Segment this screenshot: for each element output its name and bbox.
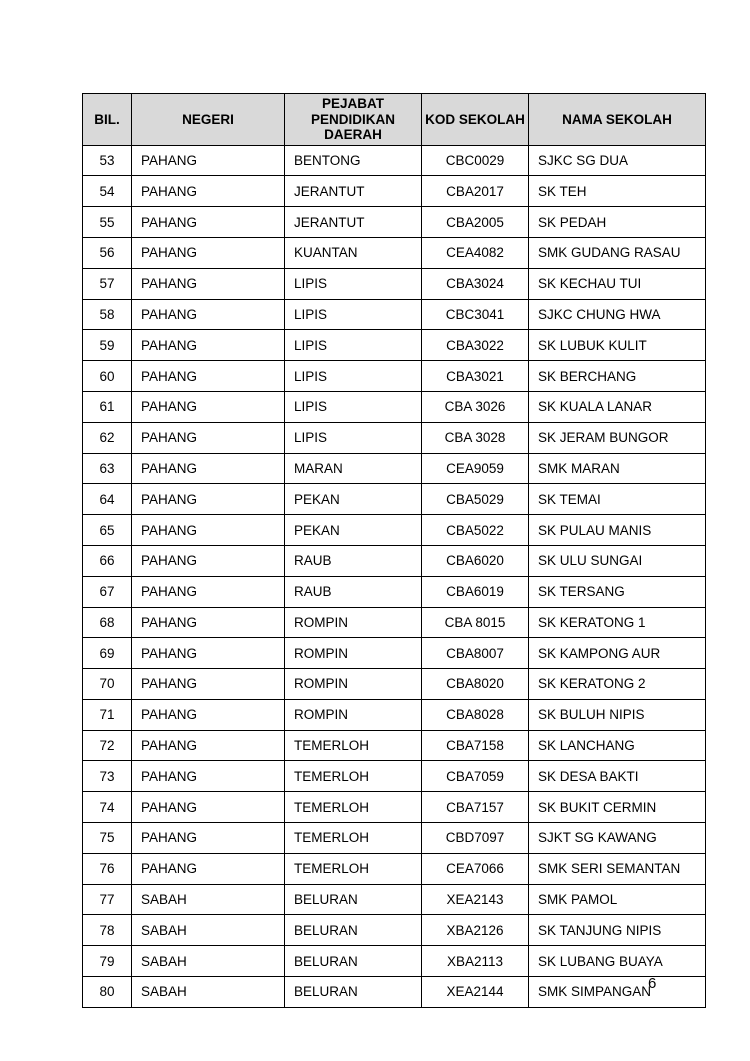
kod-sekolah-cell: CBC0029 [422, 145, 529, 176]
table-row [83, 884, 706, 915]
nama-sekolah-cell: SK KAMPONG AUR [529, 638, 706, 669]
table-row [83, 361, 706, 392]
kod-sekolah-cell: CEA7066 [422, 853, 529, 884]
nama-sekolah-cell: SJKC CHUNG HWA [529, 299, 706, 330]
nama-sekolah-cell: SK KUALA LANAR [529, 391, 706, 422]
ppd-cell: BELURAN [285, 977, 422, 1008]
negeri-cell: PAHANG [132, 484, 285, 515]
bil-cell: 76 [83, 853, 132, 884]
nama-sekolah-cell: SK PEDAH [529, 207, 706, 238]
bil-cell: 59 [83, 330, 132, 361]
ppd-cell: LIPIS [285, 391, 422, 422]
table-row [83, 638, 706, 669]
kod-sekolah-cell: CBA8007 [422, 638, 529, 669]
kod-sekolah-cell: CBA 3026 [422, 391, 529, 422]
header-row [83, 94, 706, 146]
table-row [83, 730, 706, 761]
nama-sekolah-cell: SMK PAMOL [529, 884, 706, 915]
bil-cell: 62 [83, 422, 132, 453]
negeri-cell: PAHANG [132, 145, 285, 176]
nama-sekolah-cell: SK ULU SUNGAI [529, 545, 706, 576]
bil-cell: 55 [83, 207, 132, 238]
table-row [83, 545, 706, 576]
bil-cell: 79 [83, 946, 132, 977]
nama-sekolah-cell: SK LANCHANG [529, 730, 706, 761]
table-row [83, 484, 706, 515]
nama-sekolah-cell: SJKC SG DUA [529, 145, 706, 176]
nama-sekolah-cell: SK BERCHANG [529, 361, 706, 392]
negeri-cell: PAHANG [132, 515, 285, 546]
ppd-cell: LIPIS [285, 268, 422, 299]
negeri-cell: PAHANG [132, 607, 285, 638]
ppd-cell: TEMERLOH [285, 730, 422, 761]
negeri-cell: PAHANG [132, 176, 285, 207]
kod-sekolah-cell: CBA 3028 [422, 422, 529, 453]
negeri-cell: SABAH [132, 915, 285, 946]
kod-sekolah-cell: CBA6020 [422, 545, 529, 576]
negeri-cell: PAHANG [132, 699, 285, 730]
ppd-cell: LIPIS [285, 330, 422, 361]
ppd-cell: ROMPIN [285, 607, 422, 638]
kod-sekolah-cell: CBA3024 [422, 268, 529, 299]
kod-sekolah-cell: CBA8028 [422, 699, 529, 730]
negeri-cell: PAHANG [132, 422, 285, 453]
ppd-cell: BENTONG [285, 145, 422, 176]
ppd-cell: PEKAN [285, 515, 422, 546]
table-row [83, 977, 706, 1008]
bil-cell: 58 [83, 299, 132, 330]
table-row [83, 946, 706, 977]
negeri-cell: SABAH [132, 884, 285, 915]
kod-sekolah-cell: CBA3021 [422, 361, 529, 392]
table-row [83, 792, 706, 823]
nama-sekolah-cell: SK BULUH NIPIS [529, 699, 706, 730]
nama-sekolah-cell: SK LUBUK KULIT [529, 330, 706, 361]
column-header: NAMA SEKOLAH [529, 94, 706, 146]
negeri-cell: PAHANG [132, 330, 285, 361]
nama-sekolah-cell: SMK GUDANG RASAU [529, 237, 706, 268]
table-header [83, 94, 706, 146]
nama-sekolah-cell: SK TANJUNG NIPIS [529, 915, 706, 946]
bil-cell: 72 [83, 730, 132, 761]
nama-sekolah-cell: SK LUBANG BUAYA [529, 946, 706, 977]
bil-cell: 61 [83, 391, 132, 422]
bil-cell: 54 [83, 176, 132, 207]
ppd-cell: ROMPIN [285, 638, 422, 669]
bil-cell: 71 [83, 699, 132, 730]
bil-cell: 67 [83, 576, 132, 607]
negeri-cell: PAHANG [132, 237, 285, 268]
table-row [83, 761, 706, 792]
bil-cell: 64 [83, 484, 132, 515]
ppd-cell: BELURAN [285, 946, 422, 977]
negeri-cell: PAHANG [132, 853, 285, 884]
kod-sekolah-cell: CBD7097 [422, 823, 529, 854]
bil-cell: 53 [83, 145, 132, 176]
nama-sekolah-cell: SK TERSANG [529, 576, 706, 607]
table-row [83, 176, 706, 207]
table-row [83, 669, 706, 700]
negeri-cell: PAHANG [132, 638, 285, 669]
table-row [83, 576, 706, 607]
nama-sekolah-cell: SMK SERI SEMANTAN [529, 853, 706, 884]
bil-cell: 77 [83, 884, 132, 915]
table-row [83, 330, 706, 361]
negeri-cell: PAHANG [132, 576, 285, 607]
kod-sekolah-cell: CBA6019 [422, 576, 529, 607]
kod-sekolah-cell: CBA2017 [422, 176, 529, 207]
kod-sekolah-cell: XEA2143 [422, 884, 529, 915]
kod-sekolah-cell: CBA5029 [422, 484, 529, 515]
bil-cell: 60 [83, 361, 132, 392]
negeri-cell: SABAH [132, 977, 285, 1008]
nama-sekolah-cell: SK PULAU MANIS [529, 515, 706, 546]
kod-sekolah-cell: CBA2005 [422, 207, 529, 238]
table-row [83, 915, 706, 946]
nama-sekolah-cell: SK KERATONG 1 [529, 607, 706, 638]
ppd-cell: JERANTUT [285, 176, 422, 207]
negeri-cell: SABAH [132, 946, 285, 977]
kod-sekolah-cell: CBA7157 [422, 792, 529, 823]
bil-cell: 80 [83, 977, 132, 1008]
bil-cell: 78 [83, 915, 132, 946]
bil-cell: 63 [83, 453, 132, 484]
ppd-cell: MARAN [285, 453, 422, 484]
table-row [83, 853, 706, 884]
ppd-cell: BELURAN [285, 884, 422, 915]
bil-cell: 74 [83, 792, 132, 823]
nama-sekolah-cell: SK JERAM BUNGOR [529, 422, 706, 453]
negeri-cell: PAHANG [132, 268, 285, 299]
bil-cell: 75 [83, 823, 132, 854]
ppd-cell: PEKAN [285, 484, 422, 515]
kod-sekolah-cell: CBA5022 [422, 515, 529, 546]
bil-cell: 65 [83, 515, 132, 546]
ppd-cell: LIPIS [285, 299, 422, 330]
nama-sekolah-cell: SK DESA BAKTI [529, 761, 706, 792]
kod-sekolah-cell: CBA8020 [422, 669, 529, 700]
negeri-cell: PAHANG [132, 761, 285, 792]
table-row [83, 391, 706, 422]
nama-sekolah-cell: SK TEH [529, 176, 706, 207]
ppd-cell: LIPIS [285, 422, 422, 453]
column-header: NEGERI [132, 94, 285, 146]
table-row [83, 299, 706, 330]
ppd-cell: ROMPIN [285, 669, 422, 700]
nama-sekolah-cell: SK BUKIT CERMIN [529, 792, 706, 823]
table-row [83, 699, 706, 730]
kod-sekolah-cell: CBA7158 [422, 730, 529, 761]
bil-cell: 66 [83, 545, 132, 576]
bil-cell: 68 [83, 607, 132, 638]
negeri-cell: PAHANG [132, 545, 285, 576]
table-row [83, 422, 706, 453]
negeri-cell: PAHANG [132, 299, 285, 330]
table-row [83, 607, 706, 638]
negeri-cell: PAHANG [132, 391, 285, 422]
column-header: KOD SEKOLAH [422, 94, 529, 146]
kod-sekolah-cell: CBA 8015 [422, 607, 529, 638]
bil-cell: 56 [83, 237, 132, 268]
table-row [83, 207, 706, 238]
bil-cell: 57 [83, 268, 132, 299]
ppd-cell: RAUB [285, 576, 422, 607]
page-number: 6 [648, 975, 657, 992]
negeri-cell: PAHANG [132, 792, 285, 823]
ppd-cell: TEMERLOH [285, 853, 422, 884]
nama-sekolah-cell: SMK SIMPANGAN [529, 977, 706, 1008]
bil-cell: 70 [83, 669, 132, 700]
ppd-cell: TEMERLOH [285, 761, 422, 792]
ppd-cell: JERANTUT [285, 207, 422, 238]
negeri-cell: PAHANG [132, 361, 285, 392]
negeri-cell: PAHANG [132, 730, 285, 761]
kod-sekolah-cell: XEA2144 [422, 977, 529, 1008]
negeri-cell: PAHANG [132, 453, 285, 484]
nama-sekolah-cell: SK TEMAI [529, 484, 706, 515]
ppd-cell: KUANTAN [285, 237, 422, 268]
kod-sekolah-cell: CEA9059 [422, 453, 529, 484]
school-list-table [82, 93, 706, 1008]
table-row [83, 823, 706, 854]
ppd-cell: LIPIS [285, 361, 422, 392]
ppd-cell: ROMPIN [285, 699, 422, 730]
kod-sekolah-cell: CBA3022 [422, 330, 529, 361]
ppd-cell: TEMERLOH [285, 792, 422, 823]
nama-sekolah-cell: SMK MARAN [529, 453, 706, 484]
column-header: BIL. [83, 94, 132, 146]
negeri-cell: PAHANG [132, 207, 285, 238]
kod-sekolah-cell: XBA2126 [422, 915, 529, 946]
table-row [83, 237, 706, 268]
table-row [83, 453, 706, 484]
negeri-cell: PAHANG [132, 823, 285, 854]
table-row [83, 268, 706, 299]
table-row [83, 145, 706, 176]
negeri-cell: PAHANG [132, 669, 285, 700]
nama-sekolah-cell: SK KECHAU TUI [529, 268, 706, 299]
column-header: PEJABAT PENDIDIKAN DAERAH [285, 94, 422, 146]
nama-sekolah-cell: SJKT SG KAWANG [529, 823, 706, 854]
nama-sekolah-cell: SK KERATONG 2 [529, 669, 706, 700]
kod-sekolah-cell: CEA4082 [422, 237, 529, 268]
table-body [83, 145, 706, 1007]
bil-cell: 73 [83, 761, 132, 792]
bil-cell: 69 [83, 638, 132, 669]
ppd-cell: RAUB [285, 545, 422, 576]
ppd-cell: BELURAN [285, 915, 422, 946]
table-row [83, 515, 706, 546]
ppd-cell: TEMERLOH [285, 823, 422, 854]
kod-sekolah-cell: CBA7059 [422, 761, 529, 792]
kod-sekolah-cell: XBA2113 [422, 946, 529, 977]
kod-sekolah-cell: CBC3041 [422, 299, 529, 330]
